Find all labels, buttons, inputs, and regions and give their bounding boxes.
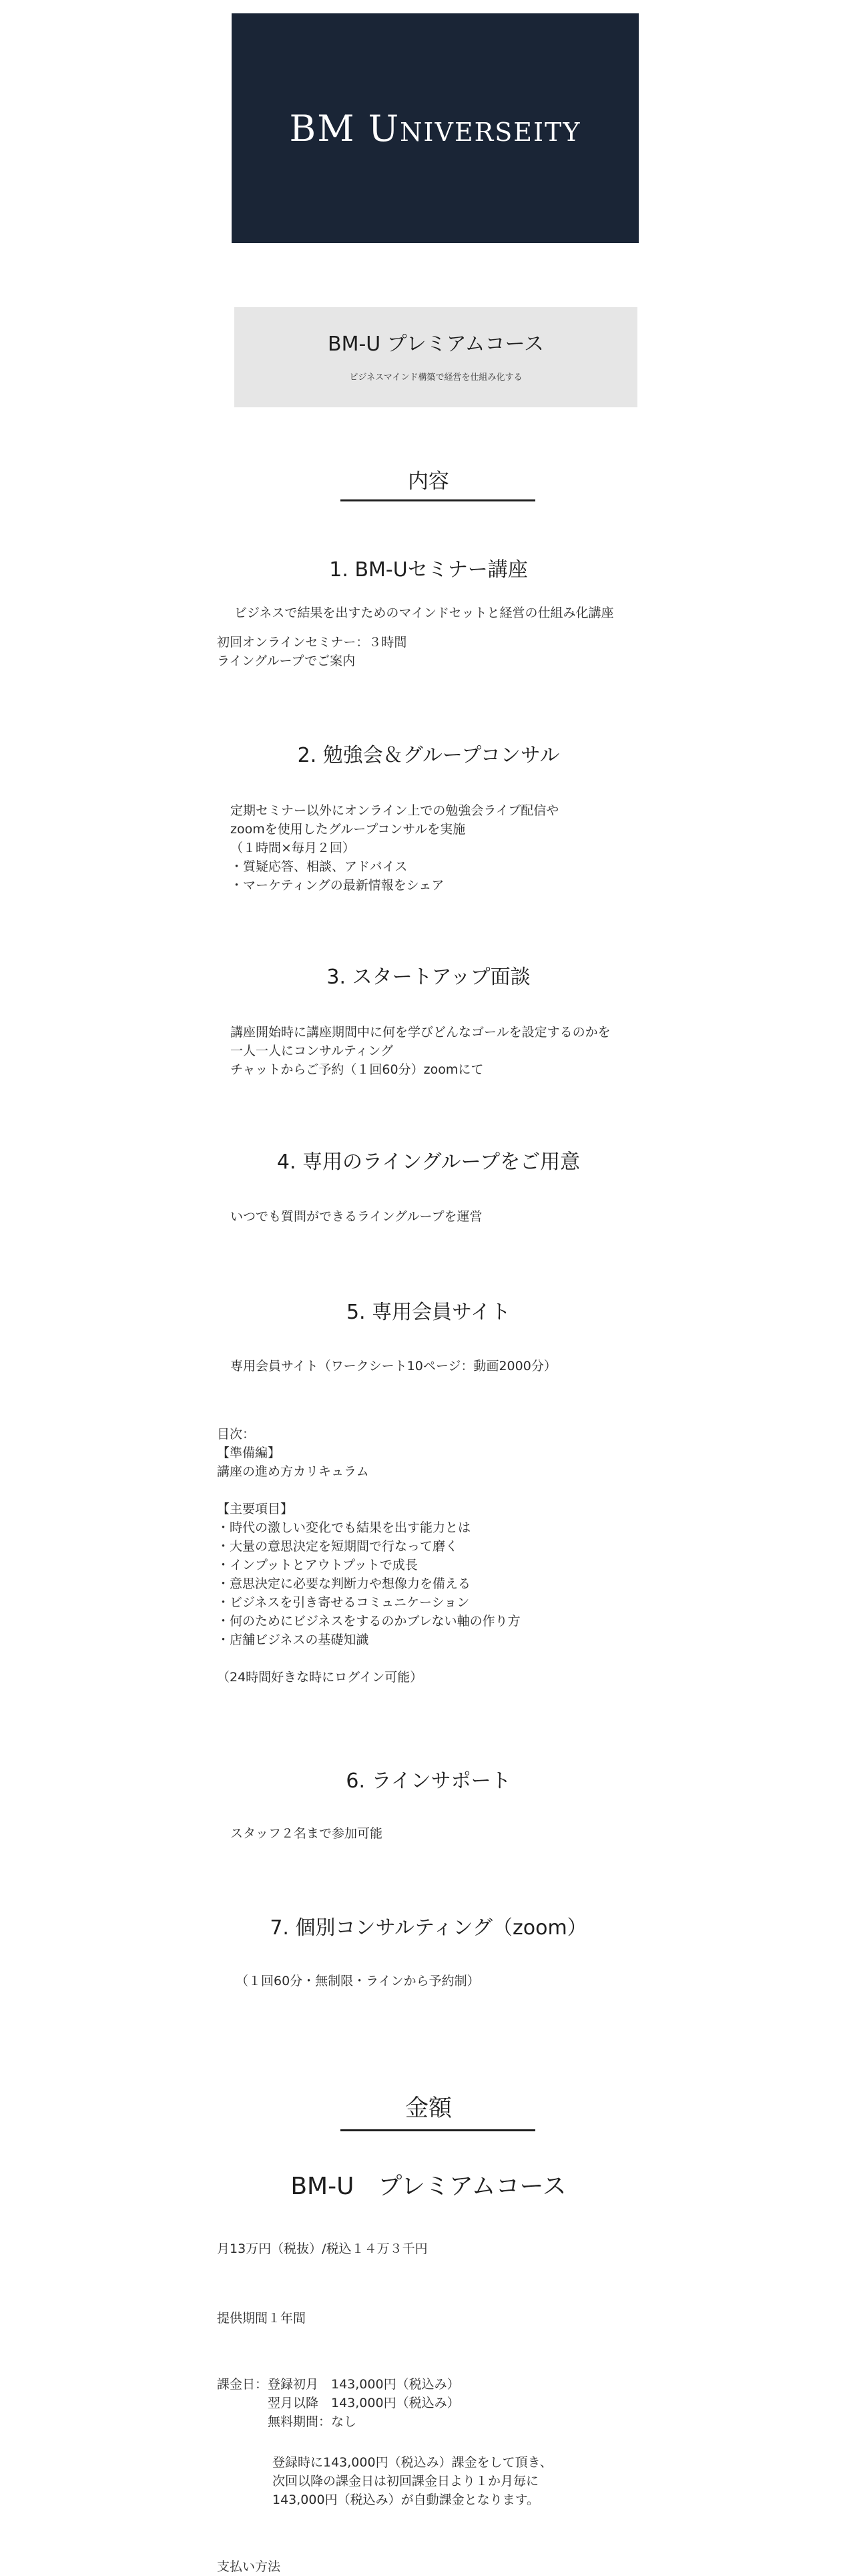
section-7-description: （１回60分・無制限・ラインから予約制） — [236, 1974, 480, 1988]
section-2-description: 定期セミナー以外にオンライン上での勉強会ライブ配信や zoomを使用したグループコンサルを実施 （１時間×毎月２回） ・質疑応答、相談、アドバイス ・マーケティングの最新情報をシェア — [230, 803, 559, 893]
section-5-description: 専用会員サイト（ワークシート10ページ：動画2000分） — [230, 1359, 557, 1373]
price-monthly: 月13万円（税抜）/税込１４万３千円 — [217, 2241, 428, 2256]
price-heading-underline — [340, 2129, 535, 2131]
brand-logo-banner — [232, 13, 639, 243]
section-1-description: ビジネスで結果を出すためのマインドセットと経営の仕組み化講座 — [234, 606, 614, 620]
course-header-box — [234, 307, 637, 407]
course-subtitle: ビジネスマインド構築で経営を仕組み化する — [349, 373, 523, 383]
section-3-description: 講座開始時に講座期間中に何を学びどんなゴールを設定するのかを 一人一人にコンサルティング チャットからご予約（１回60分）zoomにて — [230, 1025, 611, 1077]
section-3-title: 3. スタートアップ面談 — [326, 965, 531, 989]
section-2-title: 2. 勉強会＆グループコンサル — [297, 744, 560, 767]
price-period: 提供期間１年間 — [217, 2311, 306, 2326]
brand-logo-text: BM Univer️seity — [289, 107, 581, 150]
section-6-description: スタッフ２名まで参加可能 — [230, 1826, 383, 1841]
section-4-description: いつでも質問ができるライングループを運営 — [230, 1209, 483, 1224]
section-5-title: 5. 専用会員サイト — [346, 1301, 511, 1324]
section-4-title: 4. 専用のライングループをご用意 — [276, 1150, 581, 1174]
section-7-title: 7. 個別コンサルティング（zoom） — [270, 1916, 587, 1940]
payment-method-label: 支払い方法 — [217, 2559, 281, 2574]
contents-heading-underline — [340, 499, 535, 501]
price-billing-schedule: 課金日：登録初月 143,000円（税込み） 翌月以降 143,000円（税込み） 無料期間：なし — [217, 2377, 460, 2429]
course-title: BM-U プレミアムコース — [328, 333, 544, 356]
section-1-title: 1. BM-Uセミナー講座 — [329, 558, 528, 582]
section-1-detail: 初回オンラインセミナー：３時間 ライングループでご案内 — [217, 635, 407, 668]
section-5-table-of-contents: 目次： 【準備編】 講座の進め方カリキュラム 【主要項目】 ・時代の激しい変化でも結果を出す能力とは ・大量の意思決定を短期間で行なって磨く ・インプットとアウトプットで成長 ・意思決定に必要な判断力や想像力を備える ・ビジネスを引き寄せるコミュニケーション ・何のためにビジネスをするのかブレない軸の作り方 ・店舗ビジネスの基礎知識 （24時間好きな時にログイン可能） — [217, 1427, 521, 1685]
contents-heading: 内容 — [408, 469, 449, 493]
price-course-name: BM-U プレミアムコース — [290, 2173, 567, 2200]
price-heading: 金額 — [404, 2095, 452, 2122]
section-6-title: 6. ラインサポート — [346, 1769, 511, 1793]
price-billing-note: 登録時に143,000円（税込み）課金をして頂き、 次回以降の課金日は初回課金日より１か月毎に 143,000円（税込み）が自動課金となります。 — [272, 2455, 553, 2507]
